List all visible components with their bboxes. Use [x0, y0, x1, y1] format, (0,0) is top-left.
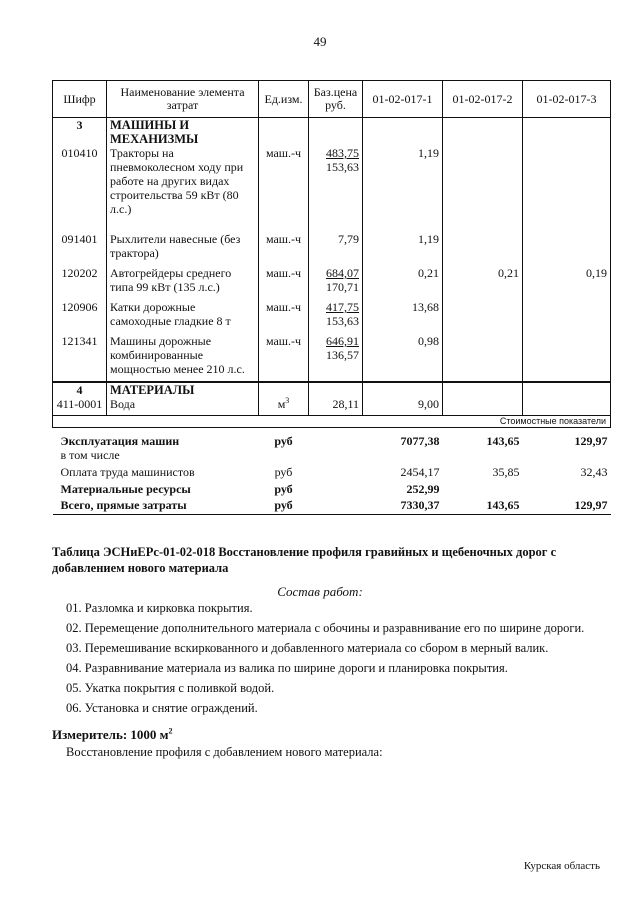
row-v2: 0,21: [443, 266, 523, 300]
row-v1: 0,98: [363, 334, 443, 382]
row-unit: маш.-ч: [259, 334, 309, 382]
row-unit: маш.-ч: [259, 300, 309, 334]
row-name: Машины дорожные комбинированные мощностью менее 210 л.с.: [107, 334, 259, 382]
row-v1: 1,19: [363, 146, 443, 232]
header-col3: 01-02-017-3: [523, 81, 611, 118]
header-code: Шифр: [53, 81, 107, 118]
row-name: Катки дорожные самоходные гладкие 8 т: [107, 300, 259, 334]
header-price: Баз.цена руб.: [309, 81, 363, 118]
row-code: 120202: [53, 266, 107, 300]
row-v3: 0,19: [523, 266, 611, 300]
row-price: 28,11: [309, 397, 363, 415]
row-code: 411-0001: [53, 397, 107, 415]
cost-note-row: [53, 415, 611, 427]
row-price-2: 153,63: [326, 314, 359, 328]
row-price-2: 136,57: [326, 348, 359, 362]
row-v2: [443, 146, 523, 232]
measure-sup: 2: [168, 726, 173, 736]
summary-v1: 7330,37: [363, 498, 443, 515]
measure-label: Измеритель: 1000 м: [52, 727, 169, 742]
summary-row: [53, 482, 611, 498]
composition-title: Состав работ:: [277, 584, 363, 599]
row-v1: 1,19: [363, 232, 443, 266]
summary-v2: 143,65: [486, 433, 520, 448]
row-price: 483,75: [326, 146, 359, 160]
row-code: 120906: [53, 300, 107, 334]
table-row: [53, 397, 611, 415]
section-title: МАТЕРИАЛЫ: [107, 382, 259, 397]
row-name: Тракторы на пневмоколесном ходу при работе на других видах строительства 59 кВт (80 л.с.): [107, 146, 259, 232]
row-v3: [523, 146, 611, 232]
list-item: 01. Разломка и кирковка покрытия.: [66, 601, 253, 615]
summary-row: [53, 465, 611, 482]
summary-unit: руб: [259, 498, 309, 515]
summary-v1: 7077,38: [400, 433, 440, 448]
header-col1: 01-02-017-1: [363, 81, 443, 118]
summary-label: Эксплуатация машин: [60, 433, 180, 448]
summary-label: Оплата труда машинистов: [60, 464, 195, 479]
table-row: [53, 232, 611, 266]
row-unit: м: [277, 397, 286, 411]
list-item: 04. Разравнивание материала из валика по ширине дороги и планировка покрытия.: [66, 661, 508, 675]
summary-label: в том числе: [60, 447, 120, 462]
list-item: 05. Укатка покрытия с поливкой водой.: [66, 681, 275, 695]
row-v2: [443, 334, 523, 382]
row-unit-sup: 3: [285, 396, 290, 405]
list-item: 02. Перемещение дополнительного материала с обочины и разравнивание его по ширине дороги.: [66, 621, 585, 635]
table-row: [53, 266, 611, 300]
list-item: 03. Перемешивание вскиркованного и добавленного материала со сбором в мерный валик.: [66, 641, 549, 655]
summary-v1: 2454,17: [400, 464, 440, 479]
row-v3: [523, 300, 611, 334]
footer-region: Курская область: [523, 860, 600, 872]
row-price: 646,91: [326, 334, 359, 348]
row-price: 417,75: [326, 300, 359, 314]
summary-v3: 129,97: [523, 498, 611, 515]
summary-v3: 32,43: [580, 464, 608, 479]
row-code: 121341: [53, 334, 107, 382]
row-price: 684,07: [326, 266, 359, 280]
works-list: [66, 601, 606, 721]
summary-unit: руб: [274, 481, 293, 496]
row-v3: [523, 334, 611, 382]
row-unit: маш.-ч: [259, 146, 309, 232]
row-v1: 0,21: [363, 266, 443, 300]
summary-unit: руб: [274, 464, 293, 479]
table2-title: Таблица ЭСНиЕРс-01-02-018 Восстановление профиля гравийных и щебеночных дорог с добавлением нового материала: [52, 545, 557, 575]
summary-v3: 129,97: [574, 433, 608, 448]
table-row: [53, 146, 611, 232]
summary-label: Всего, прямые затраты: [53, 498, 259, 515]
table-header-row: [53, 81, 611, 118]
machines-section-row: [53, 118, 611, 147]
header-name: Наименование элемента затрат: [107, 81, 259, 118]
summary-row: [53, 427, 611, 448]
table-row: [53, 300, 611, 334]
row-unit: маш.-ч: [259, 266, 309, 300]
section-code: 3: [53, 118, 107, 147]
row-v3: [523, 232, 611, 266]
after-text: Восстановление профиля с добавлением нового материала:: [66, 745, 383, 759]
summary-label: Материальные ресурсы: [60, 481, 191, 496]
row-name: Автогрейдеры среднего типа 99 кВт (135 л.с.): [107, 266, 259, 300]
summary-v2: 143,65: [443, 498, 523, 515]
summary-row: [53, 498, 611, 515]
row-v2: [443, 232, 523, 266]
summary-unit: руб: [274, 433, 293, 448]
cost-note: Стоимостные показатели: [53, 415, 611, 427]
resources-table: [52, 80, 611, 515]
row-v1: 9,00: [363, 397, 443, 415]
materials-section-row: [53, 382, 611, 397]
row-name: Рыхлители навесные (без трактора): [107, 232, 259, 266]
row-unit: маш.-ч: [259, 232, 309, 266]
summary-v2: 35,85: [492, 464, 520, 479]
row-code: 091401: [53, 232, 107, 266]
section-title: МАШИНЫ И МЕХАНИЗМЫ: [107, 118, 259, 147]
row-price: 7,79: [309, 232, 363, 266]
row-v1: 13,68: [363, 300, 443, 334]
row-name: Вода: [107, 397, 259, 415]
header-unit: Ед.изм.: [259, 81, 309, 118]
list-item: 06. Установка и снятие ограждений.: [66, 701, 258, 715]
row-price-2: 170,71: [326, 280, 359, 294]
row-code: 010410: [53, 146, 107, 232]
summary-row: [53, 448, 611, 465]
row-v2: [443, 300, 523, 334]
section-code: 4: [53, 382, 107, 397]
measure-unit: [52, 727, 173, 743]
page-number: 49: [313, 34, 327, 49]
summary-v1: 252,99: [406, 481, 440, 496]
header-col2: 01-02-017-2: [443, 81, 523, 118]
table-row: [53, 334, 611, 382]
row-price-2: 153,63: [326, 160, 359, 174]
